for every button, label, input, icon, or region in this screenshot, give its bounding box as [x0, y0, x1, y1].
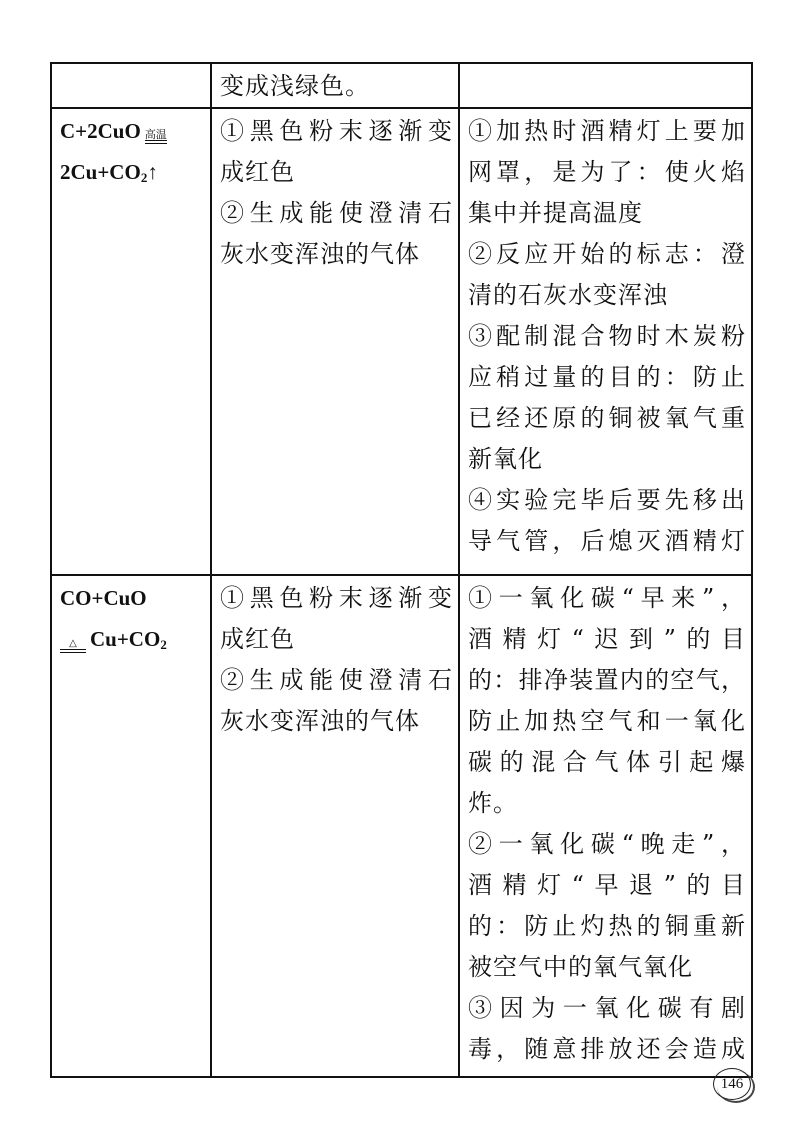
text-line: 酒精灯“迟到”的目 — [468, 625, 745, 653]
equation-line: CO+CuO — [60, 586, 147, 610]
text-line: ③配制混合物时木炭粉 — [468, 322, 745, 350]
equation-cell — [51, 575, 211, 1077]
table-row — [51, 63, 752, 108]
text-line: 灰水变浑浊的气体 — [220, 707, 420, 735]
experiment-table — [50, 62, 753, 1078]
notes-cell — [459, 63, 752, 108]
text-line: ①黑色粉末逐渐变 — [220, 584, 452, 612]
equation-line: C+2CuO 高温 — [60, 119, 167, 143]
equation-cell — [51, 108, 211, 575]
text-line: 毒，随意排放还会造成 — [468, 1035, 745, 1063]
phenomenon-cell — [211, 108, 459, 575]
notes-cell — [459, 575, 752, 1077]
text-line: ②反应开始的标志：澄 — [468, 240, 745, 268]
reaction-condition: △ — [60, 639, 86, 653]
text-line: 成红色 — [220, 625, 295, 653]
text-line: 炸。 — [468, 789, 518, 817]
text-line: ②一氧化碳“晚走”， — [468, 830, 745, 858]
text-line: 变成浅绿色。 — [220, 72, 370, 100]
equation-cell — [51, 63, 211, 108]
table-row — [51, 575, 752, 1077]
text-line: ③因为一氧化碳有剧 — [468, 994, 745, 1022]
equation-line: △ $Cu+CO_2$ — [60, 619, 204, 665]
phenomenon-cell — [211, 63, 459, 108]
reaction-condition: 高温 — [145, 129, 167, 144]
text-line: 导气管，后熄灭酒精灯 — [468, 527, 745, 555]
phenomenon-cell — [211, 575, 459, 1077]
text-line: 已经还原的铜被氧气重 — [468, 404, 745, 432]
text-line: ②生成能使澄清石 — [220, 199, 452, 227]
text-line: 的：防止灼热的铜重新 — [468, 912, 745, 940]
text-line: ②生成能使澄清石 — [220, 666, 452, 694]
text-line: ④实验完毕后要先移出 — [468, 486, 745, 514]
text-line: 酒精灯“早退”的目 — [468, 871, 745, 899]
text-line: 防止加热空气和一氧化 — [468, 707, 745, 735]
text-line: 被空气中的氧气氧化 — [468, 953, 693, 981]
page-number: 146 — [713, 1068, 753, 1102]
text-line: ①一氧化碳“早来”， — [468, 584, 745, 612]
text-line: ①黑色粉末逐渐变 — [220, 117, 452, 145]
table-row — [51, 108, 752, 575]
text-line: 应稍过量的目的：防止 — [468, 363, 745, 391]
text-line: 的：排净装置内的空气， — [468, 666, 745, 694]
equation-line: $2Cu+CO_2↑$ — [60, 160, 158, 185]
text-line: 网罩，是为了：使火焰 — [468, 158, 745, 186]
text-line: 清的石灰水变浑浊 — [468, 281, 668, 309]
text-line: ①加热时酒精灯上要加 — [468, 117, 745, 145]
text-line: 新氧化 — [468, 445, 543, 473]
text-line: 成红色 — [220, 158, 295, 186]
text-line: 碳的混合气体引起爆 — [468, 748, 745, 776]
text-line: 灰水变浑浊的气体 — [220, 240, 420, 268]
notes-cell — [459, 108, 752, 575]
text-line: 集中并提高温度 — [468, 199, 643, 227]
